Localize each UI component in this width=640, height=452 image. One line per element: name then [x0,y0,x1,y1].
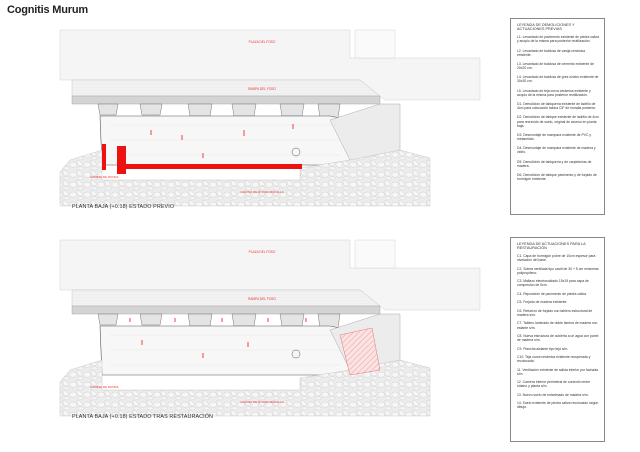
legend-item: L3. Levantado de baldosa de cemento existente de 20x20 cm. [517,61,594,71]
plan-restored-state [60,240,480,416]
brand-title: Cognitis Murum [7,4,88,16]
legend-item: L4. Levantado de baldosa de gres rústico existente de 30x30 cm. [517,75,599,84]
legend-item: C7. Tablero laminado de doble lámina de madera con estante s/m. [517,321,598,330]
legend-item: C6. Refuerzo de forjado con tablero estructural de madera s/m. [517,308,593,317]
plan-caption-previous: PLANTA BAJA (+0.18) ESTADO PREVIO [72,204,175,210]
legend-item: C4. Reposición de pavimento de piedra caliza. [517,291,587,296]
legend-item: D1. Demolición de tabiquería existente de ladrillo de 4cm para colocación tabica CIF de muralla posterior. [517,102,597,111]
legend-item: C10. Teja curva cerámica existente recuperada y recolocada. [517,355,591,364]
legend-item: 11. Ventilación existente de salida interior por fachada s/m. [517,367,598,376]
label-camino: CAMINO DE RONDA [90,385,119,389]
legend-item: C1. Capa de hormigón pobre de 10cm espesor para nivelación del base. [517,254,596,263]
legend-title: LEYENDA DE ACTUACIONES PARA LA RESTAURACIÓN [517,242,586,251]
plan-previous-state [60,30,480,206]
label-plaza: PLAZA DEL FOSO [248,250,276,254]
legend-item: D6. Demolición de tabique pavimento y de forjado de hormigón existente. [517,173,597,182]
legend-item: C2. Solera ventilada tipo caviti de 30 + 5 cm miniceras polipropileno. [517,266,599,275]
legend-item: C5. Forjado de madera existente. [517,300,568,305]
legend-restoration [510,237,605,442]
legend-item: D4. Desmontaje de mampara existente de madera y vidrio. [517,146,596,155]
legend-item: C9. Plancha aislante tipo teja s/m. [517,346,569,351]
legend-title: LEYENDA DE DEMOLICIONES Y ACTUACIONES PREVIAS [517,23,575,32]
legend-item: L5. Levantado de teja curva cerámica existente y acopio de la misma para posterior reutilización. [517,88,591,97]
label-camino: CAMINO DE RONDA [90,175,119,179]
legend-item: C3. Mallazo electrosoldado 15x15 para capa de compresión de 5cm. [517,279,589,288]
legend-item: D3. Desmontaje de mampara existente de PVC y metacrilato. [517,132,592,141]
label-rampa: RAMPA DEL FOSO [248,87,276,91]
label-rampa: RAMPA DEL FOSO [248,297,276,301]
legend-item: D2. Demolición de tabique existente de ladrillo de 4cm para recrecido de suelo, original de acceso en planta baja. [517,115,599,128]
legend-item: C8. Nueva estructura de cubierta a un agua con panel de madera s/m. [517,334,599,343]
legend-demolitions [510,18,605,215]
label-muralla: CAMINO DE RONDA MURALLA [240,190,284,194]
plan-caption-restored: PLANTA BAJA (+0.18) ESTADO TRAS RESTAURACIÓN [72,414,214,420]
legend-item: 12. Carriera interior perimetral de conexión entre sótano y planta s/m. [517,380,591,389]
legend-item: 13. Nuevo suelo de entarimado de madera s/m. [517,392,589,397]
legend-item: L2. Levantado de baldosa de vasija cerámica existente. [517,48,586,57]
legend-item: D5. Demolición de tabiquería y de carpinterías de madera. [517,159,592,168]
label-plaza: PLAZA DEL FOSO [248,40,276,44]
legend-item: L1. Levantado de pavimento existente de piedra caliza y acopio de la misma para posterior reutilización. [517,35,599,44]
legend-item: 14. Suelo existente de piedra caliza recolocado según dibujo. [517,401,599,410]
label-muralla: CAMINO DE RONDA MURALLA [240,400,284,404]
